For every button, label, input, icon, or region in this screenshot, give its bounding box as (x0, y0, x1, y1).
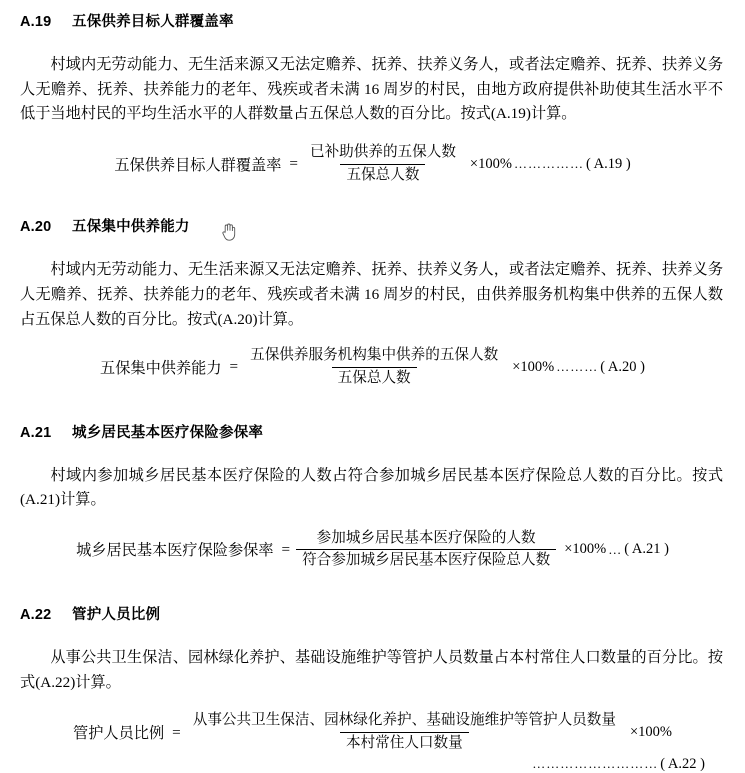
formula-lhs: 管护人员比例 (73, 725, 165, 743)
formula-numerator: 参加城乡居民基本医疗保险的人数 (316, 529, 536, 546)
formula-tag: ( A.21 ) (624, 541, 669, 558)
formula-a19 (0, 143, 745, 185)
formula-multiplier: ×100% (469, 155, 512, 172)
formula-lhs: 五保集中供养能力 (100, 359, 222, 377)
formula-equals: = (172, 723, 181, 741)
formula-multiplier: ×100% (629, 724, 672, 741)
formula-a22-tail (0, 756, 705, 773)
formula-fraction (296, 529, 556, 571)
formula-numerator: 五保供养服务机构集中供养的五保人数 (250, 347, 499, 364)
formula-tag: ( A.19 ) (585, 155, 631, 172)
formula-lhs: 五保供养目标人群覆盖率 (114, 156, 282, 174)
formula-leader-dots: ……… (556, 359, 599, 375)
section-title: 五保集中供养能力 (72, 219, 190, 236)
formula-denominator: 五保总人数 (340, 164, 425, 186)
section-paragraph-a19: 村域内无劳动能力、无生活来源又无法定赡养、抚养、扶养义务人，或者法定赡养、抚养、扶养义务人无赡养、抚养、扶养能力的老年、残疾或者未满 16 周岁的村民，由地方政府提供补助使其生活水平不低于当地村民的平均生活水平的人群数量占五保总人数的百分比。按式(A.19)计算。 (20, 56, 723, 123)
formula-multiplier: ×100% (564, 541, 607, 558)
section-paragraph-a20: 村域内无劳动能力、无生活来源又无法定赡养、抚养、扶养义务人，或者法定赡养、抚养、扶养义务人无赡养、抚养、扶养能力的老年、残疾或者未满 16 周岁的村民，由供养服务机构集中供养的五保人数占五保总人数的百分比。按式(A.20)计算。 (20, 261, 723, 328)
formula-fraction (304, 143, 462, 185)
section-number: A.21 (20, 424, 52, 441)
formula-lhs: 城乡居民基本医疗保险参保率 (76, 542, 274, 560)
section-paragraph-a22: 从事公共卫生保洁、园林绿化养护、基础设施维护等管护人员数量占本村常住人口数量的百分比。按式(A.22)计算。 (20, 649, 723, 691)
formula-tag: ( A.22 ) (660, 755, 705, 772)
section-paragraph-a21: 村域内参加城乡居民基本医疗保险的人数占符合参加城乡居民基本医疗保险总人数的百分比。按式(A.21)计算。 (20, 466, 723, 509)
formula-a21 (0, 529, 745, 571)
formula-fraction (187, 711, 622, 753)
formula-numerator: 从事公共卫生保洁、园林绿化养护、基础设施维护等管护人员数量 (192, 712, 616, 729)
section-heading-a19 (20, 10, 745, 31)
formula-multiplier: ×100% (512, 358, 555, 375)
section-heading-a21 (20, 421, 745, 442)
section-heading-a20 (20, 215, 745, 236)
section-heading-a22 (20, 603, 745, 624)
document-page (0, 10, 745, 772)
formula-denominator: 五保总人数 (332, 367, 417, 389)
section-a20 (0, 215, 745, 388)
formula-leader-dots: …………… (513, 156, 584, 172)
formula-equals: = (229, 358, 239, 376)
section-number: A.22 (20, 607, 52, 624)
formula-a22 (0, 711, 745, 753)
formula-denominator: 符合参加城乡居民基本医疗保险总人数 (296, 549, 556, 571)
formula-equals: = (289, 155, 298, 173)
section-title: 管护人员比例 (72, 607, 161, 624)
formula-denominator: 本村常住人口数量 (340, 732, 469, 754)
section-a21 (0, 421, 745, 572)
formula-fraction (244, 346, 504, 388)
formula-leader-dots: … (608, 541, 623, 557)
formula-numerator: 已补助供养的五保人数 (309, 143, 456, 160)
section-title: 五保供养目标人群覆盖率 (72, 14, 234, 30)
section-title: 城乡居民基本医疗保险参保率 (72, 424, 264, 441)
formula-leader-dots: ……………………… (532, 755, 659, 771)
section-number: A.20 (20, 219, 52, 236)
section-a19 (0, 10, 745, 185)
section-a22 (0, 603, 745, 773)
section-number: A.19 (20, 14, 52, 30)
formula-equals: = (281, 540, 291, 558)
formula-tag: ( A.20 ) (600, 358, 645, 375)
formula-a20 (0, 346, 745, 388)
